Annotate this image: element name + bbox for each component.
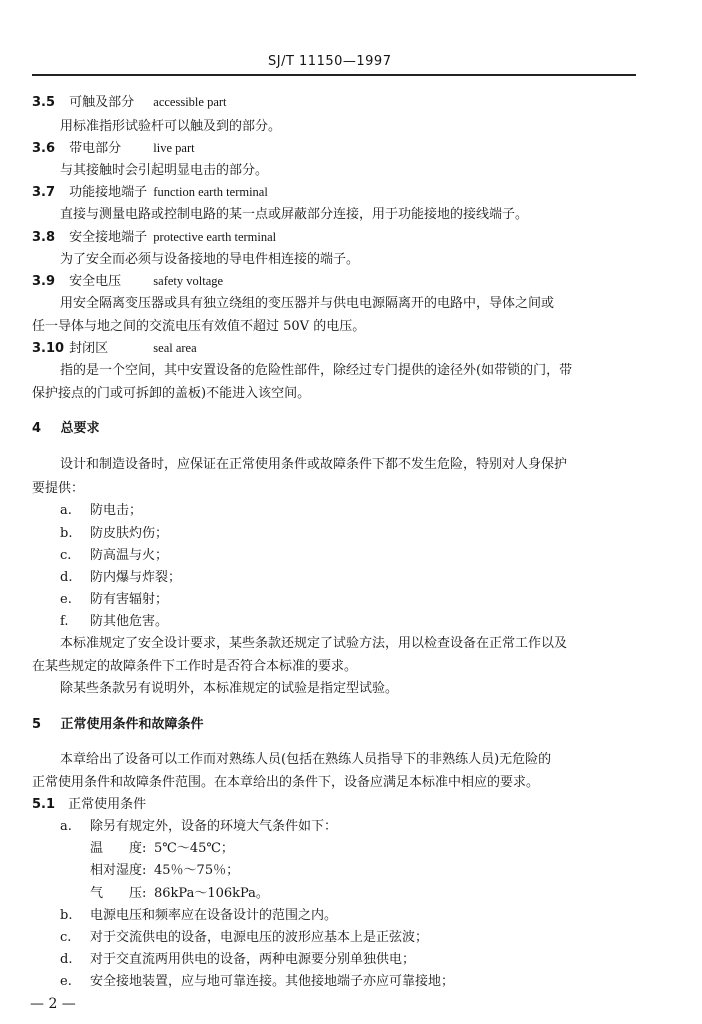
term-name-cn: 封闭区 bbox=[69, 341, 109, 356]
subsection-number: 5.1 bbox=[32, 797, 56, 812]
section-title: 总要求 bbox=[60, 421, 100, 436]
list-item-label: a. bbox=[60, 503, 72, 518]
list-item-label: f. bbox=[60, 614, 69, 629]
list-item bbox=[60, 591, 168, 608]
list-item bbox=[60, 613, 168, 630]
section-heading bbox=[32, 420, 100, 437]
list-item-text: 电源电压和频率应在设备设计的范围之内。 bbox=[90, 908, 338, 923]
list-item-label: b. bbox=[60, 526, 73, 541]
list-item-text: 防有害辐射； bbox=[90, 592, 169, 607]
term-number: 3.7 bbox=[32, 185, 56, 200]
header-rule bbox=[32, 74, 636, 76]
section-title: 正常使用条件和故障条件 bbox=[60, 717, 204, 732]
list-item-label: e. bbox=[60, 974, 72, 989]
term-name-cn: 安全接地端子 bbox=[69, 230, 148, 245]
paragraph-line: 本章给出了设备可以工作而对熟练人员(包括在熟练人员指导下的非熟练人员)无危险的 bbox=[60, 752, 552, 767]
page-number: — 2 — bbox=[30, 996, 76, 1012]
standard-code: SJ/T 11150—1997 bbox=[268, 54, 392, 69]
list-item-text: 防其他危害。 bbox=[90, 614, 169, 629]
list-item bbox=[60, 907, 337, 924]
list-item-text: 对于交流供电的设备，电源电压的波形应基本上是正弦波； bbox=[90, 930, 429, 945]
paragraph-line: 除某些条款另有说明外，本标准规定的试验是指定型试验。 bbox=[60, 681, 399, 696]
term-heading bbox=[32, 273, 223, 290]
condition-value: 45％～75％； bbox=[154, 863, 240, 878]
term-definition: 用安全隔离变压器或具有独立绕组的变压器并与供电电源隔离开的电路中，导体之间或 bbox=[60, 296, 555, 311]
section-number: 4 bbox=[32, 421, 42, 436]
list-item-label: a. bbox=[60, 819, 72, 834]
paragraph-line: 在某些规定的故障条件下工作时是否符合本标准的要求。 bbox=[32, 659, 358, 674]
list-item bbox=[60, 929, 428, 946]
list-item-label: c. bbox=[60, 930, 72, 945]
term-name-cn: 功能接地端子 bbox=[69, 185, 148, 200]
term-number: 3.9 bbox=[32, 274, 56, 289]
condition-value: 86kPa～106kPa。 bbox=[154, 886, 269, 901]
term-definition: 任一导体与地之间的交流电压有效值不超过 50V 的电压。 bbox=[32, 319, 366, 334]
section-number: 5 bbox=[32, 717, 42, 732]
term-definition: 保护接点的门或可拆卸的盖板)不能进入该空间。 bbox=[32, 386, 311, 401]
term-heading bbox=[32, 340, 197, 357]
list-item bbox=[60, 502, 142, 519]
term-name-en: seal area bbox=[153, 341, 197, 355]
list-item-label: d. bbox=[60, 952, 73, 967]
condition-label: 温 度: bbox=[90, 841, 147, 856]
condition-row bbox=[90, 862, 239, 879]
list-item-label: d. bbox=[60, 570, 73, 585]
term-heading bbox=[32, 184, 268, 201]
list-item bbox=[60, 569, 181, 586]
term-name-en: live part bbox=[153, 141, 195, 155]
term-name-en: accessible part bbox=[153, 95, 227, 109]
list-item-text: 对于交直流两用供电的设备，两种电源要分别单独供电； bbox=[90, 952, 416, 967]
list-item-text: 防电击； bbox=[90, 503, 143, 518]
term-name-cn: 可触及部分 bbox=[69, 95, 135, 110]
subsection-title: 正常使用条件 bbox=[68, 797, 147, 812]
term-name-cn: 带电部分 bbox=[69, 141, 122, 156]
term-number: 3.8 bbox=[32, 230, 56, 245]
list-item bbox=[60, 525, 168, 542]
list-item-label: b. bbox=[60, 908, 73, 923]
condition-value: 5℃～45℃； bbox=[154, 841, 234, 856]
term-number: 3.6 bbox=[32, 141, 56, 156]
list-item bbox=[60, 818, 337, 835]
term-definition: 直接与测量电路或控制电路的某一点或屏蔽部分连接，用于功能接地的接线端子。 bbox=[60, 207, 529, 222]
term-number: 3.5 bbox=[32, 95, 56, 110]
term-name-en: function earth terminal bbox=[153, 185, 268, 199]
term-heading bbox=[32, 229, 276, 246]
list-item-text: 安全接地装置，应与地可靠连接。其他接地端子亦应可靠接地； bbox=[90, 974, 455, 989]
paragraph-line: 要提供： bbox=[32, 481, 85, 496]
term-heading bbox=[32, 140, 195, 157]
term-heading bbox=[32, 94, 227, 111]
term-name-en: protective earth terminal bbox=[153, 230, 277, 244]
term-definition: 指的是一个空间，其中安置设备的危险性部件，除经过专门提供的途径外(如带锁的门，带 bbox=[60, 363, 573, 378]
list-item bbox=[60, 973, 454, 990]
list-item-label: c. bbox=[60, 548, 72, 563]
condition-row bbox=[90, 885, 269, 902]
term-definition: 与其接触时会引起明显电击的部分。 bbox=[60, 163, 269, 178]
list-item-text: 防高温与火； bbox=[90, 548, 169, 563]
list-item bbox=[60, 951, 415, 968]
list-item-text: 除另有规定外，设备的环境大气条件如下： bbox=[90, 819, 338, 834]
paragraph-line: 设计和制造设备时，应保证在正常使用条件或故障条件下都不发生危险，特别对人身保护 bbox=[60, 457, 568, 472]
list-item-text: 防皮肤灼伤； bbox=[90, 526, 169, 541]
list-item-text: 防内爆与炸裂； bbox=[90, 570, 182, 585]
paragraph-line: 正常使用条件和故障条件范围。在本章给出的条件下，设备应满足本标准中相应的要求。 bbox=[32, 775, 540, 790]
subsection-heading bbox=[32, 796, 146, 813]
term-name-cn: 安全电压 bbox=[69, 274, 122, 289]
term-name-en: safety voltage bbox=[153, 274, 224, 288]
list-item bbox=[60, 547, 168, 564]
condition-row bbox=[90, 840, 234, 857]
term-number: 3.10 bbox=[32, 341, 65, 356]
term-definition: 用标准指形试验杆可以触及到的部分。 bbox=[60, 119, 282, 134]
condition-label: 气 压: bbox=[90, 886, 147, 901]
list-item-label: e. bbox=[60, 592, 72, 607]
paragraph-line: 本标准规定了安全设计要求，某些条款还规定了试验方法，用以检查设备在正常工作以及 bbox=[60, 636, 568, 651]
term-definition: 为了安全而必须与设备接地的导电件相连接的端子。 bbox=[60, 252, 360, 267]
section-heading bbox=[32, 716, 204, 733]
condition-label: 相对湿度: bbox=[90, 863, 147, 878]
